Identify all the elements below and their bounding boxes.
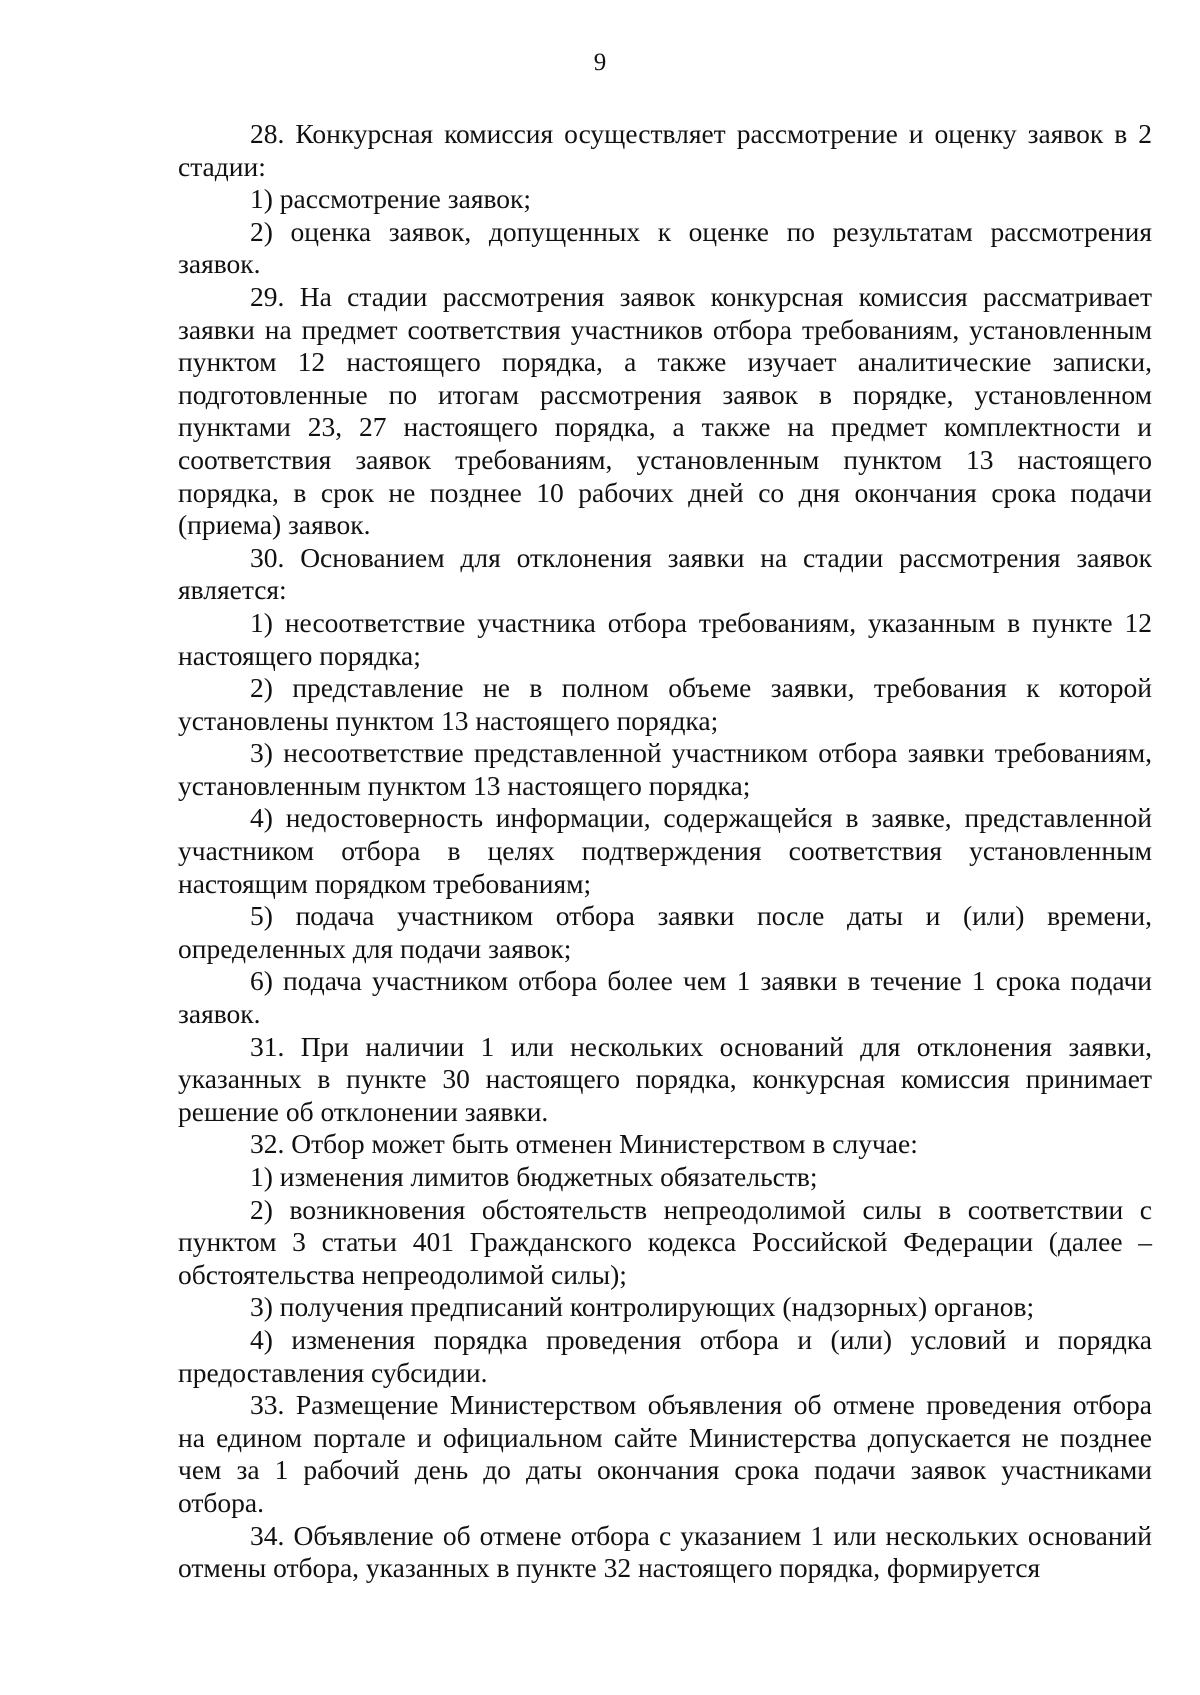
paragraph-32: 32. Отбор может быть отменен Министерством в случае: <box>250 1128 918 1160</box>
paragraph-33: 33. Размещение Министерством объявления об отмене проведения отбора на едином портале и официальном сайте Министерства допускается не позднее чем за 1 рабочий день до даты окончания срока подачи заявок участниками отбора. <box>178 1389 1152 1518</box>
paragraph-32-item-4: 4) изменения порядка проведения отбора и (или) условий и порядка предоставления субсидии. <box>178 1323 1152 1388</box>
paragraph-28: 28. Конкурсная комиссия осуществляет рассмотрение и оценку заявок в 2 стадии: <box>178 118 1152 182</box>
paragraph-30-item-1: 1) несоответствие участника отбора требованиям, указанным в пункте 12 настоящего порядка; <box>178 606 1152 671</box>
paragraph-30: 30. Основанием для отклонения заявки на стадии рассмотрения заявок является: <box>178 541 1152 606</box>
paragraph-32-item-2: 2) возникновения обстоятельств непреодолимой силы в соответствии с пунктом 3 статьи 401 Гражданского кодекса Российской Федерации (далее – обстоятельства непреодолимой силы); <box>178 1193 1152 1290</box>
paragraph-29: 29. На стадии рассмотрения заявок конкурсная комиссия рассматривает заявки на предмет соответствия участников отбора требованиям, установленным пунктом 12 настоящего порядка, а также изучает аналитические записки, подготовленные по итогам рассмотрения заявок в порядке, установленном пунктами 23, 27 настоящего порядка, а также на предмет комплектности и соответствия заявок требованиям, установленным пунктом 13 настоящего порядка, в срок не позднее 10 рабочих дней со дня окончания срока подачи (приема) заявок. <box>178 280 1152 541</box>
paragraph-30-item-6: 6) подача участником отбора более чем 1 заявки в течение 1 срока подачи заявок. <box>178 965 1152 1030</box>
paragraph-30-item-5: 5) подача участником отбора заявки после даты и (или) времени, определенных для подачи заявок; <box>178 900 1152 964</box>
paragraph-30-item-2: 2) представление не в полном объеме заявки, требования к которой установлены пунктом 13 настоящего порядка; <box>178 672 1152 736</box>
paragraph-32-item-1: 1) изменения лимитов бюджетных обязательств; <box>250 1161 818 1192</box>
paragraph-31: 31. При наличии 1 или нескольких оснований для отклонения заявки, указанных в пункте 30 настоящего порядка, конкурсная комиссия принимает решение об отклонении заявки. <box>178 1030 1152 1127</box>
paragraph-28-item-2: 2) оценка заявок, допущенных к оценке по результатам рассмотрения заявок. <box>178 215 1152 280</box>
paragraph-32-item-3: 3) получения предписаний контролирующих (надзорных) органов; <box>250 1291 1035 1323</box>
paragraph-30-item-3: 3) несоответствие представленной участником отбора заявки требованиям, установленным пунктом 13 настоящего порядка; <box>178 737 1152 801</box>
paragraph-30-item-4: 4) недостоверность информации, содержащейся в заявке, представленной участником отбора в целях подтверждения соответствия установленным настоящим порядком требованиям; <box>178 802 1152 899</box>
page-number: 9 <box>593 49 607 76</box>
paragraph-34: 34. Объявление об отмене отбора с указанием 1 или нескольких оснований отмены отбора, указанных в пункте 32 настоящего порядка, формируется <box>178 1519 1152 1584</box>
document-body <box>178 118 1152 1585</box>
paragraph-28-item-1: 1) рассмотрение заявок; <box>250 183 532 215</box>
